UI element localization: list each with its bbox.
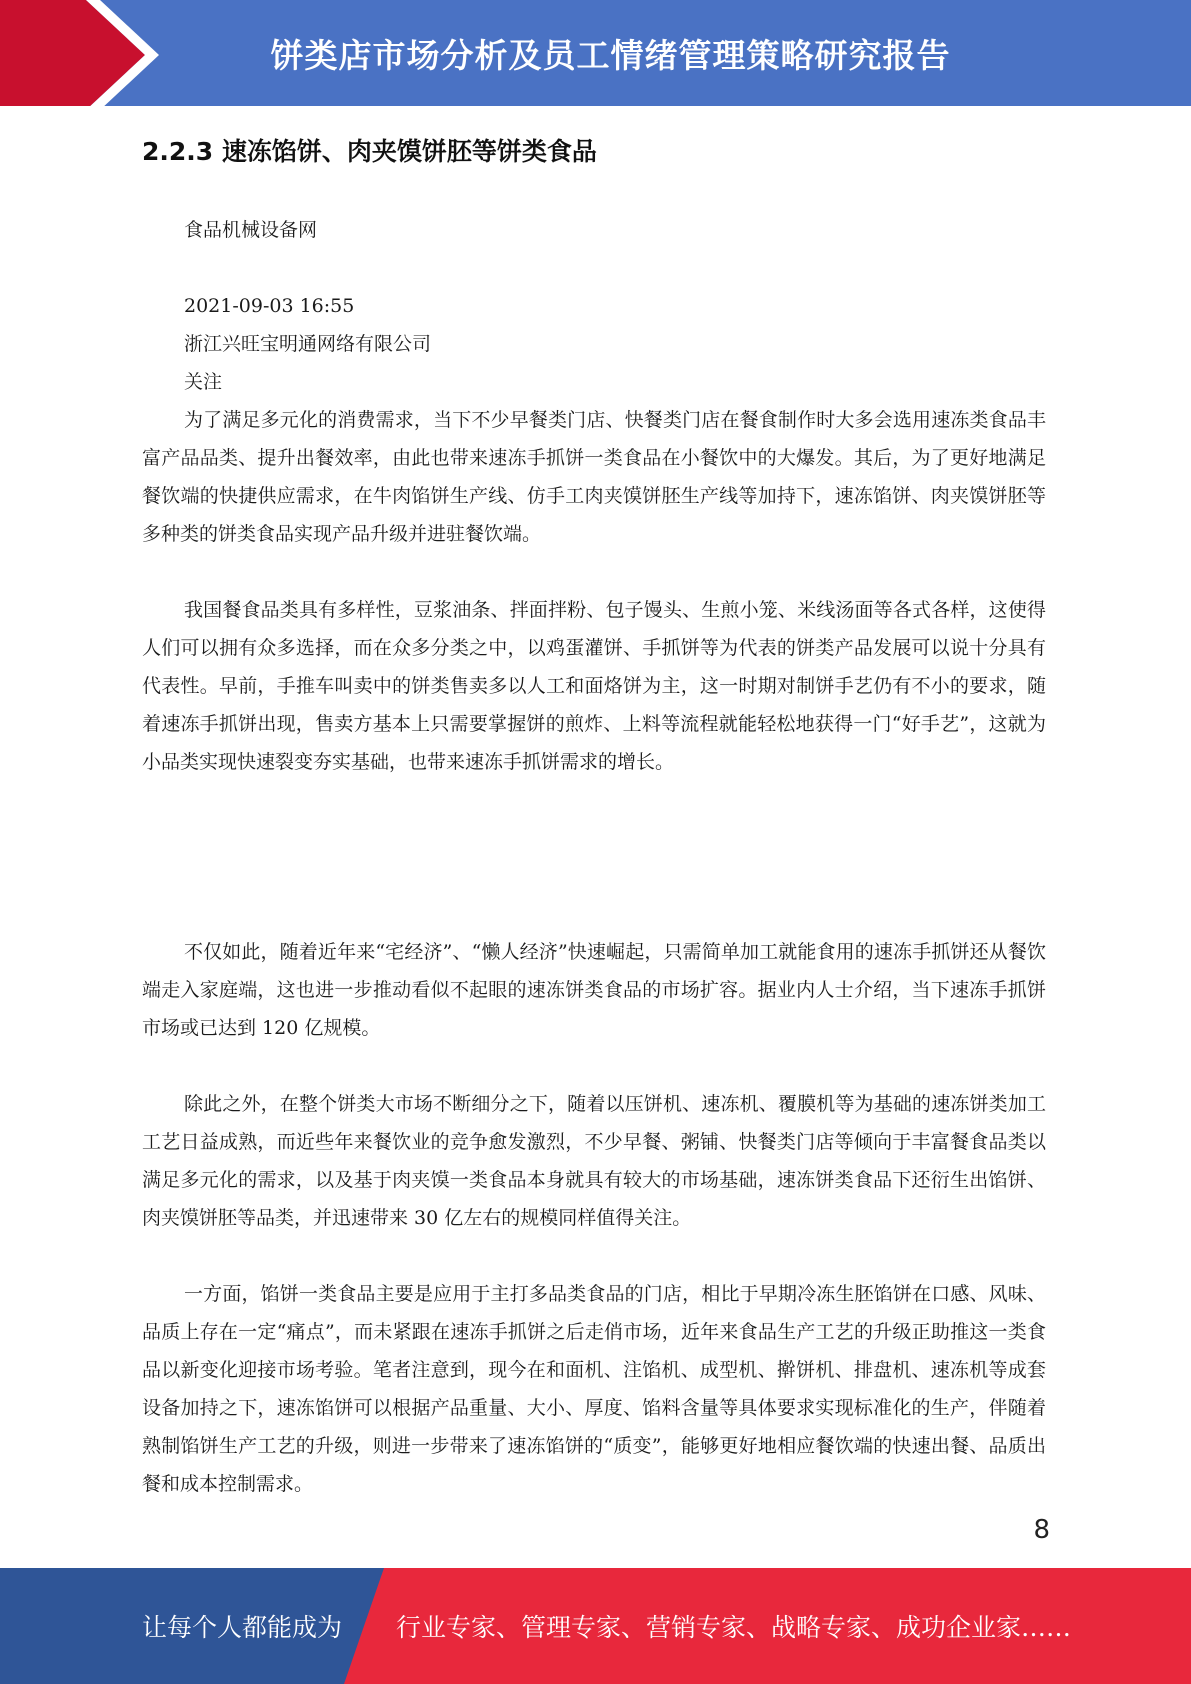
paragraph-4: 除此之外，在整个饼类大市场不断细分之下，随着以压饼机、速冻机、覆膜机等为基础的速冻饼类加工工艺日益成熟，而近些年来餐饮业的竞争愈发激烈，不少早餐、粥铺、快餐类门店等倾向于丰富餐食品类以满足多元化的需求，以及基于肉夹馍一类食品本身就具有较大的市场基础，速冻饼类食品下还衍生出馅饼、肉夹馍饼胚等品类，并迅速带来 30 亿左右的规模同样值得关注。 — [142, 1093, 1046, 1229]
paragraph-2: 我国餐食品类具有多样性，豆浆油条、拌面拌粉、包子馒头、生煎小笼、米线汤面等各式各样，这使得人们可以拥有众多选择，而在众多分类之中，以鸡蛋灌饼、手抓饼等为代表的饼类产品发展可以说十分具有代表性。早前，手推车叫卖中的饼类售卖多以人工和面烙饼为主，这一时期对制饼手艺仍有不小的要求，随着速冻手抓饼出现，售卖方基本上只需要掌握饼的煎炸、上料等流程就能轻松地获得一门“好手艺”，这就为小品类实现快速裂变夯实基础，也带来速冻手抓饼需求的增长。 — [142, 599, 1046, 773]
report-title: 饼类店市场分析及员工情绪管理策略研究报告 — [270, 35, 951, 75]
section-heading: 2.2.3 速冻馅饼、肉夹馍饼胚等饼类食品 — [142, 137, 597, 166]
publisher-name: 浙江兴旺宝明通网络有限公司 — [184, 333, 432, 355]
paragraph-3: 不仅如此，随着近年来“宅经济”、“懒人经济”快速崛起，只需简单加工就能食用的速冻手抓饼还从餐饮端走入家庭端，这也进一步推动看似不起眼的速冻饼类食品的市场扩容。据业内人士介绍，当下速冻手抓饼市场或已达到 120 亿规模。 — [142, 941, 1046, 1039]
paragraph-1: 为了满足多元化的消费需求，当下不少早餐类门店、快餐类门店在餐食制作时大多会选用速冻类食品丰富产品品类、提升出餐效率，由此也带来速冻手抓饼一类食品在小餐饮中的大爆发。其后，为了更好地满足餐饮端的快捷供应需求，在牛肉馅饼生产线、仿手工肉夹馍饼胚生产线等加持下，速冻馅饼、肉夹馍饼胚等多种类的饼类食品实现产品升级并进驻餐饮端。 — [142, 409, 1046, 545]
footer-slogan-right: 行业专家、管理专家、营销专家、战略专家、成功企业家…… — [396, 1613, 1072, 1642]
page-number: 8 — [1033, 1515, 1050, 1545]
follow-label: 关注 — [184, 371, 223, 393]
publish-datetime: 2021-09-03 16:55 — [184, 295, 355, 317]
paragraph-5: 一方面，馅饼一类食品主要是应用于主打多品类食品的门店，相比于早期冷冻生胚馅饼在口感、风味、品质上存在一定“痛点”，而未紧跟在速冻手抓饼之后走俏市场，近年来食品生产工艺的升级正助推这一类食品以新变化迎接市场考验。笔者注意到，现今在和面机、注馅机、成型机、擀饼机、排盘机、速冻机等成套设备加持之下，速冻馅饼可以根据产品重量、大小、厚度、馅料含量等具体要求实现标准化的生产，伴随着熟制馅饼生产工艺的升级，则进一步带来了速冻馅饼的“质变”，能够更好地相应餐饮端的快速出餐、品质出餐和成本控制需求。 — [142, 1283, 1046, 1495]
source-name: 食品机械设备网 — [184, 219, 318, 241]
header-banner — [0, 0, 1191, 110]
footer-slogan-left: 让每个人都能成为 — [142, 1613, 343, 1642]
footer-banner — [0, 1568, 1191, 1684]
